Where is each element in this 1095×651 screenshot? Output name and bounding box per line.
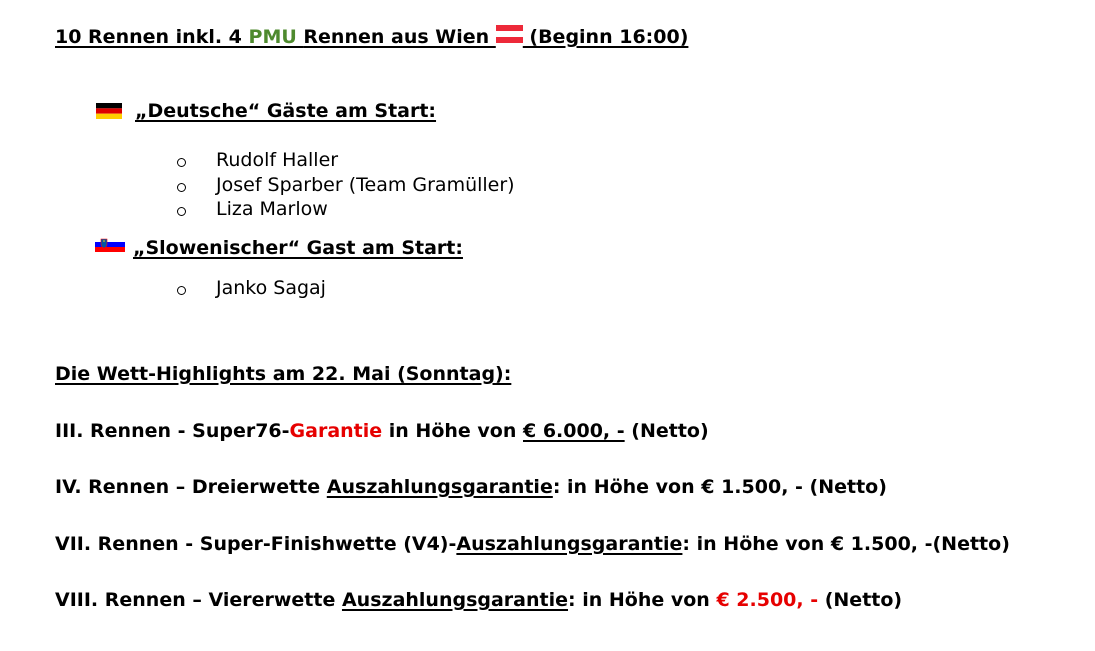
circle-bullet-icon [177,207,186,216]
guests-de-heading: „Deutsche“ Gäste am Start: [135,100,437,122]
highlight-row-pre: IV. Rennen – Dreierwette [55,476,327,498]
circle-bullet-icon [177,158,186,167]
highlight-row-pre: VIII. Rennen – Viererwette [55,589,342,611]
highlight-row-accent: Auszahlungsgarantie [326,476,553,498]
highlight-row [55,589,902,611]
list-item: Rudolf Haller [216,149,339,171]
highlight-row-amount: € 6.000, - [523,420,625,442]
circle-bullet-icon [177,183,186,192]
highlight-row [55,420,709,442]
list-item: Josef Sparber (Team Gramüller) [216,174,515,196]
highlight-row [55,476,887,498]
highlight-row [55,533,1010,555]
header-text-part3: (Beginn 16:00) [522,26,689,48]
highlight-row-post: (Netto) [818,589,903,611]
list-item: Janko Sagaj [216,277,326,299]
highlight-row-accent: Auszahlungsgarantie [341,589,569,611]
highlight-row-post: : in Höhe von € 1.500, -(Netto) [682,533,1010,555]
header-pmu: PMU [248,26,304,48]
highlight-row-pre: III. Rennen - Super76- [55,420,290,442]
guests-si-heading: „Slowenischer“ Gast am Start: [133,237,463,259]
header-text-part1: 10 Rennen inkl. 4 [55,26,249,48]
highlight-row-pre: VII. Rennen - Super-Finishwette (V4)- [55,533,457,555]
header-line [55,26,688,48]
highlight-row-accent: Garantie [289,420,383,442]
circle-bullet-icon [177,286,186,295]
highlight-row-post: (Netto) [624,420,709,442]
highlight-row-amount: € 2.500, - [716,589,819,611]
highlight-row-accent: Auszahlungsgarantie [456,533,683,555]
highlight-row-post: : in Höhe von € 1.500, - (Netto) [552,476,887,498]
austria-flag-icon [496,25,523,43]
slovenia-flag-icon [95,237,125,252]
highlight-row-mid: in Höhe von [382,420,523,442]
header-text-part2: Rennen aus Wien [303,26,496,48]
highlight-row-mid: : in Höhe von [568,589,717,611]
germany-flag-icon [96,103,122,119]
highlights-title: Die Wett-Highlights am 22. Mai (Sonntag): [55,363,512,385]
list-item: Liza Marlow [216,198,328,220]
